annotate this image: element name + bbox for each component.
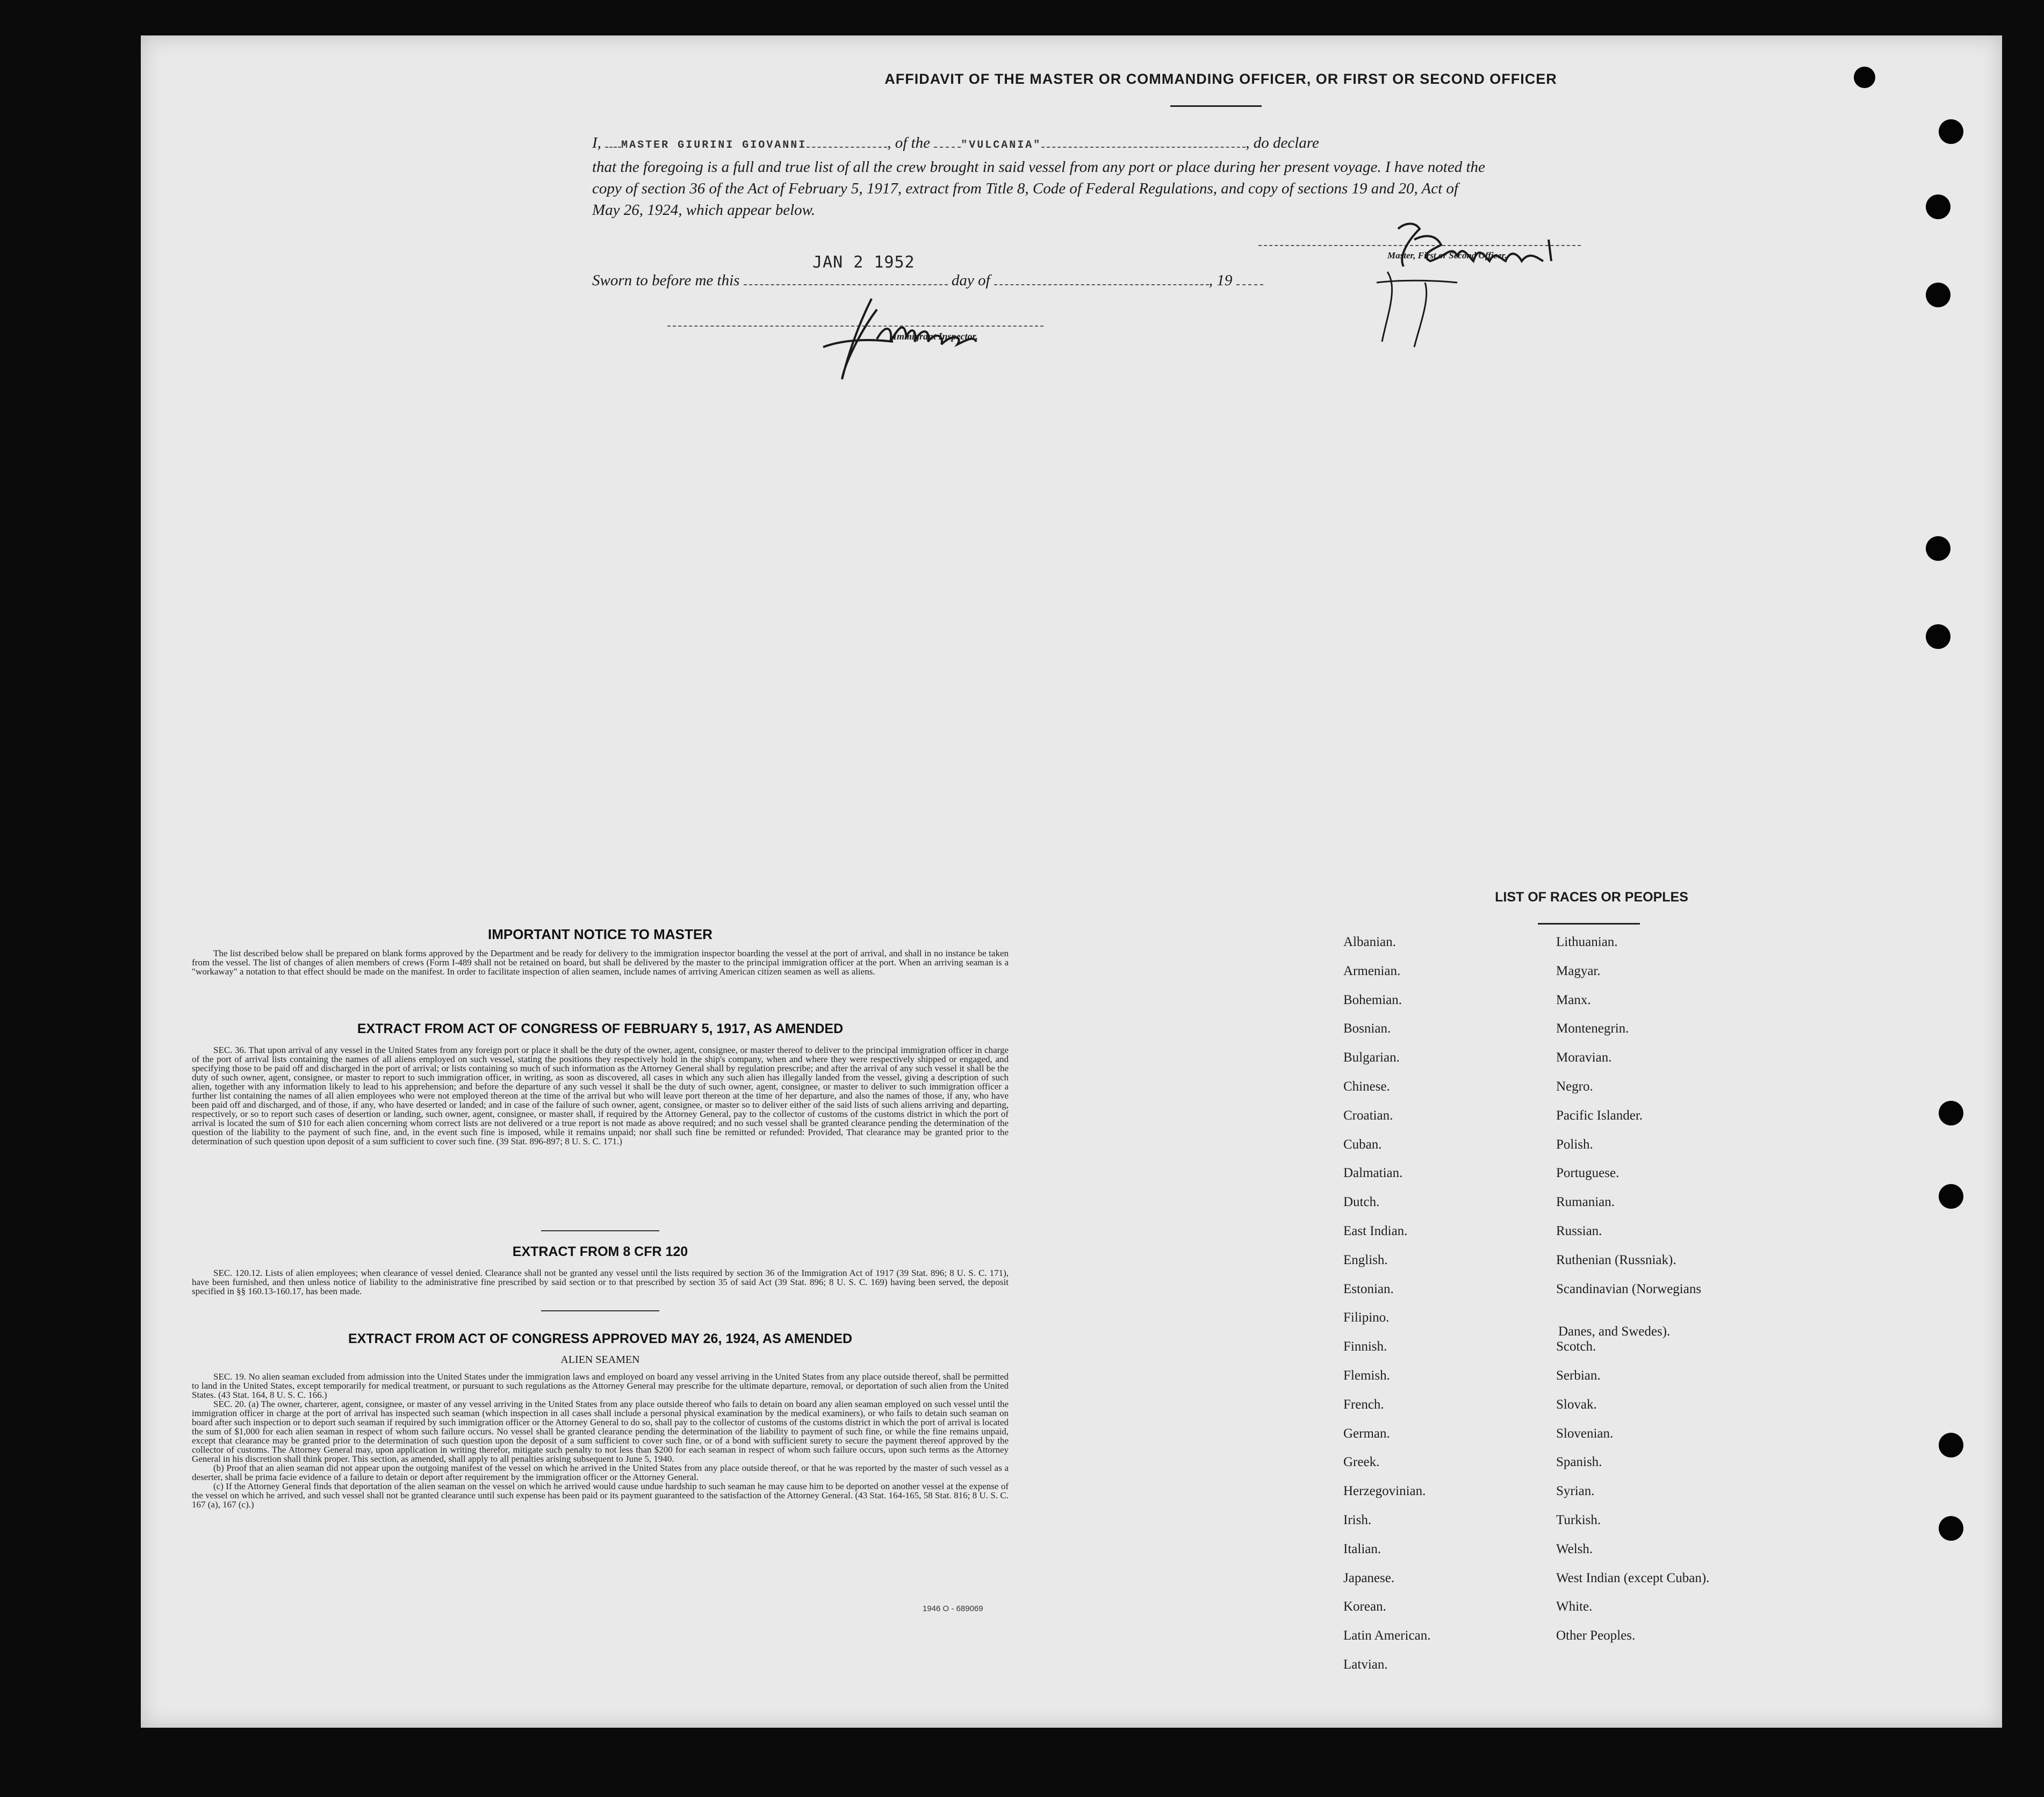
affidavit-title: AFFIDAVIT OF THE MASTER OR COMMANDING OFFICER, OR FIRST OR SECOND OFFICER: [884, 71, 1557, 87]
punch-hole: [1854, 67, 1875, 88]
punch-hole: [1939, 1184, 1963, 1209]
affidavit-line-3: copy of section 36 of the Act of February 5, 1917, extract from Title 8, Code of Federal Regulations, and copy of sections 19 and 20, Act of: [592, 180, 1458, 197]
race-item: Bosnian.: [1343, 1021, 1391, 1036]
of-the-label: , of the: [887, 134, 930, 151]
race-item: Greek.: [1343, 1455, 1380, 1470]
race-item: Latin American.: [1343, 1628, 1431, 1643]
punch-hole: [1939, 119, 1963, 144]
race-item: Japanese.: [1343, 1570, 1395, 1585]
alien-seamen-subtitle: ALIEN SEAMEN: [560, 1354, 640, 1366]
document-sheet: [141, 35, 2002, 1728]
notice-paragraph: The list described below shall be prepared on blank forms approved by the Department and be ready for delivery to the immigration inspector boarding the vessel at the port of arrival, and shall in no instance be taken from the vessel. The list of changes of alien members of crews (Form I-489 shall not be retained on board, but shall be delivered by the master to the principal immigration officer at the port. When an arriving seaman is a "workaway" a notation to that effect should be made on the manifest. In order to facilitate inspection of alien seamen, include names of arriving American citizen seamen as well as aliens.: [192, 948, 1009, 977]
race-item: White.: [1556, 1599, 1593, 1614]
punch-hole: [1926, 194, 1951, 219]
extract-1924-body: [192, 1372, 1009, 1509]
section-divider: [192, 1310, 1009, 1311]
master-signature: [1366, 207, 1592, 352]
master-name: MASTER GIURINI GIOVANNI: [621, 139, 807, 151]
race-item: Albanian.: [1343, 935, 1396, 949]
race-item: Welsh.: [1556, 1541, 1593, 1556]
race-item: Pacific Islander.: [1556, 1108, 1643, 1123]
race-item: Slovak.: [1556, 1397, 1597, 1412]
notice-body: [192, 949, 1009, 976]
race-item: Other Peoples.: [1556, 1628, 1636, 1643]
race-item: Turkish.: [1556, 1513, 1601, 1527]
dash-fill: [744, 275, 948, 285]
race-item: Spanish.: [1556, 1455, 1602, 1470]
race-item: Slovenian.: [1556, 1426, 1614, 1441]
inspector-signature: [796, 288, 1011, 390]
punch-hole: [1939, 1433, 1963, 1457]
race-item: Dalmatian.: [1343, 1166, 1403, 1181]
extract-1917-body: [192, 1045, 1009, 1146]
extract-cfr-body: [192, 1268, 1009, 1296]
punch-hole: [1939, 1101, 1963, 1125]
races-rule: [1538, 923, 1640, 925]
dash-fill: [605, 137, 621, 148]
race-item: Irish.: [1343, 1513, 1372, 1527]
race-item: Bulgarian.: [1343, 1050, 1400, 1065]
day-of-label: day of: [951, 272, 990, 289]
race-item: Moravian.: [1556, 1050, 1612, 1065]
do-declare-label: , do declare: [1246, 134, 1319, 151]
race-item: Lithuanian.: [1556, 935, 1618, 949]
master-label: Master, First or Second Officer.: [1387, 250, 1507, 261]
dash-fill: [807, 137, 887, 148]
extract-1917-title: EXTRACT FROM ACT OF CONGRESS OF FEBRUARY 5, 1917, AS AMENDED: [357, 1021, 844, 1036]
race-item: Manx.: [1556, 992, 1591, 1007]
race-item: Armenian.: [1343, 963, 1401, 978]
sworn-line: [592, 272, 1263, 290]
race-item: Syrian.: [1556, 1484, 1595, 1499]
race-item: Magyar.: [1556, 963, 1601, 978]
affidavit-line-1: [592, 132, 1742, 156]
race-item: Polish.: [1556, 1137, 1593, 1152]
i-label: I,: [592, 134, 601, 151]
extract-cfr-title: EXTRACT FROM 8 CFR 120: [512, 1244, 688, 1259]
race-item: Scandinavian (Norwegians: [1556, 1281, 1702, 1296]
race-item: Dutch.: [1343, 1195, 1380, 1210]
year-prefix: , 19: [1208, 272, 1233, 289]
section-36-paragraph: SEC. 36. That upon arrival of any vessel in the United States from any foreign port or place it shall be the duty of the owner, agent, consignee, or master thereof to deliver to the principal immigration officer in charge of the port of arrival lists containing the names of all aliens employed on such vessel, stating the positions they respectively hold in the ship's company, when and where they were respectively shipped or engaged, and specifying those to be paid off and discharged in the port of arrival; or lists containing so much of such information as the Attorney General shall by regulation prescribe; and after the arrival of any such vessel it shall be the duty of such owner, agent, consignee, or master to report to such immigration officer, in writing, as soon as discovered, all cases in which any such alien has illegally landed from the vessel, giving a description of such alien, together with any information likely to lead to his apprehension; and before the departure of any such vessel it shall be the duty of such owner, agent, consignee, or master to deliver to such immigration officer a further list containing the names of all alien employees who were not employed thereon at the time of the arrival but who will leave port thereon at the time of her departure, and also the names of those, if any, who have been paid off and discharged, and of those, if any, who have deserted or landed; and in case of the failure of such owner, agent, consignee, or master so to deliver either of the said lists of such aliens arriving and departing, respectively, or so to report such cases of desertion or landing, such owner, agent, consignee, or master shall, if required by the Attorney General, pay to the collector of customs of the customs district in which the port of arrival is located the sum of $10 for each alien concerning whom correct lists are not delivered or a true report is not made as above required; and no such vessel shall be granted clearance pending the determination of the question of the liability to the payment of such fine, and, in the event such fine is imposed, while it remains unpaid; nor shall such fine be remitted or refunded: Provided, That clearance may be granted prior to the determination of such question upon deposit of a sum sufficient to cover such fine. (39 Stat. 896-897; 8 U. S. C. 171.): [192, 1045, 1009, 1146]
race-item: Estonian.: [1343, 1281, 1394, 1296]
punch-hole: [1939, 1516, 1963, 1541]
section-20c-paragraph: (c) If the Attorney General finds that deportation of the alien seaman on the vessel on which he arrived would cause undue hardship to such seaman he may cause him to be deported on another vessel at the expense of the vessel on which he arrived, and such vessel shall not be granted clearance until such expense has been paid or its payment guaranteed to the satisfaction of the Attorney General. (43 Stat. 164-165, 58 Stat. 816; 8 U. S. C. 167 (a), 167 (c).): [192, 1481, 1009, 1510]
notice-title: IMPORTANT NOTICE TO MASTER: [488, 926, 712, 942]
sworn-date-stamp: JAN 2 1952: [812, 253, 915, 272]
race-item: German.: [1343, 1426, 1390, 1441]
race-item: Italian.: [1343, 1541, 1381, 1556]
title-rule: [1170, 105, 1262, 107]
affidavit-line-4: May 26, 1924, which appear below.: [592, 201, 816, 219]
race-item: Rumanian.: [1556, 1195, 1615, 1210]
race-item: Herzegovinian.: [1343, 1484, 1426, 1499]
section-19-paragraph: SEC. 19. No alien seaman excluded from admission into the United States under the immigration laws and employed on board any vessel arriving in the United States from any place outside thereof, shall be permitted to land in the United States, except temporarily for medical treatment, or pursuant to such regulations as the Attorney General may prescribe for the ultimate departure, removal, or deportation of such alien from the United States. (43 Stat. 164, 8 U. S. C. 166.): [192, 1372, 1009, 1400]
race-item: Portuguese.: [1556, 1166, 1620, 1181]
race-item: Croatian.: [1343, 1108, 1393, 1123]
races-title: LIST OF RACES OR PEOPLES: [1495, 890, 1688, 905]
dash-fill: [1236, 275, 1263, 285]
affidavit-line-2: that the foregoing is a full and true list of all the crew brought in said vessel from any port or place during her present voyage. I have noted the: [592, 158, 1485, 176]
race-item: Finnish.: [1343, 1339, 1387, 1354]
race-item: Latvian.: [1343, 1657, 1388, 1672]
dash-fill: [1041, 137, 1246, 148]
race-item: Ruthenian (Russniak).: [1556, 1252, 1676, 1267]
race-item: Bohemian.: [1343, 992, 1402, 1007]
punch-hole: [1926, 283, 1951, 307]
inspector-label: Immigrant Inspector.: [893, 331, 978, 342]
vessel-name: "VULCANIA": [961, 139, 1042, 151]
sworn-label: Sworn to before me this: [592, 272, 740, 289]
extract-1924-title: EXTRACT FROM ACT OF CONGRESS APPROVED MAY 26, 1924, AS AMENDED: [348, 1331, 853, 1346]
section-divider: [192, 1230, 1009, 1231]
section-20a-paragraph: SEC. 20. (a) The owner, charterer, agent, consignee, or master of any vessel arriving in the United States from any place outside thereof who fails to detain on board any alien seaman employed on such vessel until the immigration officer in charge at the port of arrival has inspected such seaman (which inspection in all cases shall include a personal physical examination by the medical examiners), or who fails to detain such seaman on board after such inspection or to deport such seaman if required by such immigration officer or the Attorney General to do so, shall pay to the collector of customs of the customs district in which the port of arrival is located the sum of $1,000 for each alien seaman in respect of whom such failure occurs. No vessel shall be granted clearance pending the determination of the liability to payment of such fine, or while the fine remains unpaid, except that clearance may be granted prior to the determination of such question upon the deposit of a sum sufficient to cover such fine, or of a bond with sufficient surety to secure the payment thereof approved by the collector of customs. The Attorney General may, upon application in writing therefor, mitigate such penalty to not less than $200 for each seaman in respect of whom such failure occurs, upon such terms as the Attorney General in his discretion shall think proper. This section, as amended, shall apply to all penalties arising subsequent to June 5, 1940.: [192, 1399, 1009, 1464]
race-item: Filipino.: [1343, 1310, 1390, 1325]
race-item: English.: [1343, 1252, 1388, 1267]
dash-fill: [994, 275, 1209, 285]
race-item: West Indian (except Cuban).: [1556, 1570, 1710, 1585]
race-item: Negro.: [1556, 1079, 1593, 1094]
dash-fill: [934, 137, 961, 148]
race-item: Montenegrin.: [1556, 1021, 1629, 1036]
race-item: Flemish.: [1343, 1368, 1390, 1383]
race-item: Chinese.: [1343, 1079, 1390, 1094]
punch-hole: [1926, 624, 1951, 649]
race-item: Danes, and Swedes).: [1558, 1324, 1671, 1339]
race-item: East Indian.: [1343, 1224, 1408, 1238]
punch-hole: [1926, 536, 1951, 561]
race-item: French.: [1343, 1397, 1384, 1412]
race-item: Scotch.: [1556, 1339, 1596, 1354]
race-item: Serbian.: [1556, 1368, 1601, 1383]
race-item: Korean.: [1343, 1599, 1386, 1614]
section-120-paragraph: SEC. 120.12. Lists of alien employees; when clearance of vessel denied. Clearance shall not be granted any vessel until the lists required by section 36 of the Immigration Act of 1917 (39 Stat. 896; 8 U. S. C. 171), have been furnished, and then unless notice of liability to the administrative fine prescribed by said section or to that prescribed by section 35 of said Act (39 Stat. 896; 8 U. S. C. 169) having been served, the deposit specified in §§ 160.13-160.17, has been made.: [192, 1268, 1009, 1296]
print-code: 1946 O - 689069: [923, 1604, 983, 1613]
race-item: Cuban.: [1343, 1137, 1382, 1152]
race-item: Russian.: [1556, 1224, 1602, 1238]
section-20b-paragraph: (b) Proof that an alien seaman did not appear upon the outgoing manifest of the vessel on which he arrived in the United States from any place outside thereof, or that he was reported by the master of such vessel as a deserter, shall be prima facie evidence of a failure to detain or deport after requirement by the immigration officer or the Attorney General.: [192, 1463, 1009, 1482]
